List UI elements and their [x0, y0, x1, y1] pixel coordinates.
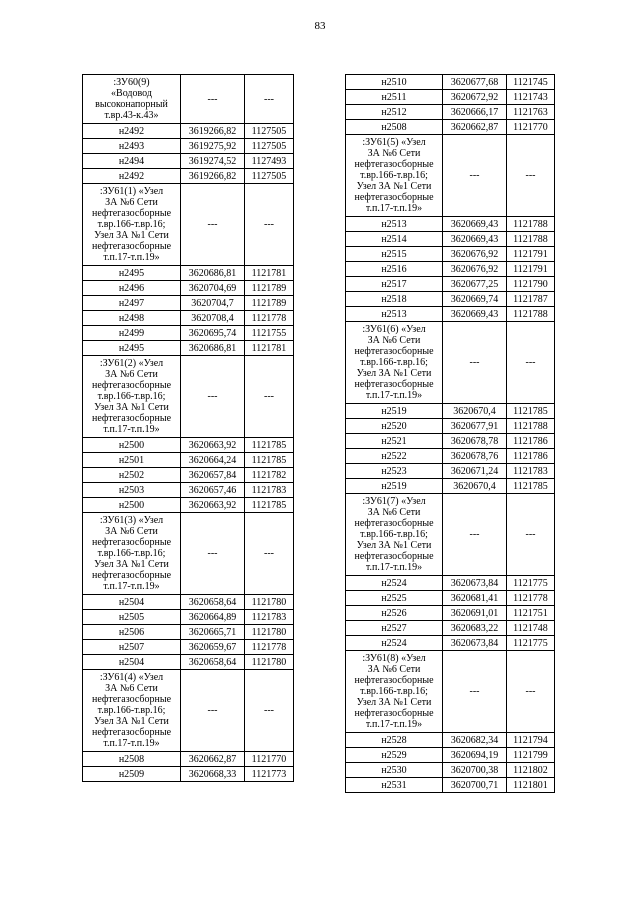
parcel-name-line: Узел ЗА №1 Сети	[356, 181, 432, 192]
y-coordinate-cell: 1121780	[245, 655, 294, 670]
parcel-name-line: Узел ЗА №1 Сети	[94, 716, 169, 727]
x-coordinate-cell: 3620686,81	[181, 341, 245, 356]
y-coordinate-cell: 1121780	[245, 595, 294, 610]
x-coordinate-cell: ---	[181, 75, 245, 124]
parcel-header-row	[346, 494, 555, 576]
table-row	[83, 468, 294, 483]
parcel-name-line: т.п.17-т.п.19»	[365, 203, 423, 214]
point-id-cell: н2504	[83, 655, 181, 670]
x-coordinate-cell: 3620663,92	[181, 438, 245, 453]
table-row	[83, 752, 294, 767]
table-row	[346, 75, 555, 90]
table-body	[346, 75, 555, 793]
parcel-name-line: ЗА №6 Сети	[105, 526, 158, 537]
table-row	[346, 217, 555, 232]
parcel-name-line: :ЗУ61(7) «Узел	[362, 496, 426, 507]
y-coordinate-cell: 1127493	[245, 154, 294, 169]
point-id-cell: н2527	[346, 621, 443, 636]
y-coordinate-cell: 1121788	[507, 232, 555, 247]
y-coordinate-cell: 1121775	[507, 636, 555, 651]
parcel-name-cell	[83, 75, 181, 124]
x-coordinate-cell: 3619275,92	[181, 139, 245, 154]
x-coordinate-cell: 3620673,84	[443, 636, 507, 651]
table-row	[83, 326, 294, 341]
point-id-cell: н2526	[346, 606, 443, 621]
point-id-cell: н2499	[83, 326, 181, 341]
parcel-name-cell	[346, 494, 443, 576]
parcel-name-line: Узел ЗА №1 Сети	[356, 540, 432, 551]
y-coordinate-cell: 1121781	[245, 341, 294, 356]
y-coordinate-cell: ---	[245, 184, 294, 266]
point-id-cell: н2525	[346, 591, 443, 606]
y-coordinate-cell: 1121786	[507, 449, 555, 464]
parcel-name-cell	[83, 356, 181, 438]
table-row	[83, 438, 294, 453]
parcel-header-row	[346, 651, 555, 733]
point-id-cell: н2504	[83, 595, 181, 610]
table-row	[346, 606, 555, 621]
table-row	[83, 124, 294, 139]
parcel-name-line: Узел ЗА №1 Сети	[356, 368, 432, 379]
x-coordinate-cell: 3620700,71	[443, 778, 507, 793]
parcel-name-line: ЗА №6 Сети	[105, 369, 158, 380]
x-coordinate-cell: 3620682,34	[443, 733, 507, 748]
y-coordinate-cell: ---	[245, 356, 294, 438]
point-id-cell: н2508	[83, 752, 181, 767]
parcel-name-line: высоконапорный	[95, 99, 168, 110]
x-coordinate-cell: 3620676,92	[443, 247, 507, 262]
y-coordinate-cell: 1121799	[507, 748, 555, 763]
parcel-name-line: нефтегазосборные	[354, 346, 434, 357]
parcel-header-row	[83, 184, 294, 266]
parcel-name-line: нефтегазосборные	[354, 551, 434, 562]
point-id-cell: н2495	[83, 341, 181, 356]
parcel-name-line: нефтегазосборные	[354, 379, 434, 390]
y-coordinate-cell: 1121785	[507, 404, 555, 419]
x-coordinate-cell: 3620694,19	[443, 748, 507, 763]
parcel-name-line: нефтегазосборные	[91, 413, 172, 424]
x-coordinate-cell: 3619266,82	[181, 124, 245, 139]
table-row	[346, 262, 555, 277]
point-id-cell: н2492	[83, 169, 181, 184]
x-coordinate-cell: 3620678,78	[443, 434, 507, 449]
x-coordinate-cell: 3620669,74	[443, 292, 507, 307]
parcel-name-cell	[83, 513, 181, 595]
parcel-name-line: ЗА №6 Сети	[367, 148, 421, 159]
y-coordinate-cell: 1121745	[507, 75, 555, 90]
point-id-cell: н2516	[346, 262, 443, 277]
parcel-name-line: нефтегазосборные	[354, 192, 434, 203]
table-body	[83, 75, 294, 782]
table-row	[83, 341, 294, 356]
parcel-name-line: т.п.17-т.п.19»	[365, 562, 423, 573]
parcel-name-line: нефтегазосборные	[91, 537, 172, 548]
x-coordinate-cell: 3620670,4	[443, 479, 507, 494]
y-coordinate-cell: 1121778	[507, 591, 555, 606]
table-row	[346, 591, 555, 606]
x-coordinate-cell: 3620657,46	[181, 483, 245, 498]
parcel-header-row	[83, 75, 294, 124]
point-id-cell: н2500	[83, 438, 181, 453]
x-coordinate-cell: ---	[181, 184, 245, 266]
point-id-cell: н2497	[83, 296, 181, 311]
table-row	[346, 636, 555, 651]
parcel-name-line: т.вр.166-т.вр.16;	[360, 529, 428, 540]
y-coordinate-cell: 1121770	[507, 120, 555, 135]
x-coordinate-cell: 3620677,68	[443, 75, 507, 90]
x-coordinate-cell: 3620666,17	[443, 105, 507, 120]
parcel-name-line: Узел ЗА №1 Сети	[94, 402, 169, 413]
table-row	[346, 404, 555, 419]
table-row	[346, 449, 555, 464]
table-row	[83, 453, 294, 468]
x-coordinate-cell: ---	[443, 135, 507, 217]
x-coordinate-cell: 3620664,89	[181, 610, 245, 625]
parcel-name-line: т.п.17-т.п.19»	[365, 390, 423, 401]
table-row	[83, 655, 294, 670]
x-coordinate-cell: 3620704,7	[181, 296, 245, 311]
parcel-name-line: ЗА №6 Сети	[105, 197, 158, 208]
point-id-cell: н2509	[83, 767, 181, 782]
table-row	[83, 266, 294, 281]
y-coordinate-cell: 1121783	[245, 483, 294, 498]
parcel-name-line: «Водовод	[111, 88, 152, 99]
x-coordinate-cell: 3620683,22	[443, 621, 507, 636]
parcel-name-line: ЗА №6 Сети	[105, 683, 158, 694]
table-row	[346, 733, 555, 748]
y-coordinate-cell: 1127505	[245, 139, 294, 154]
parcel-name-line: ЗА №6 Сети	[367, 335, 421, 346]
x-coordinate-cell: 3620686,81	[181, 266, 245, 281]
point-id-cell: н2492	[83, 124, 181, 139]
table-row	[83, 296, 294, 311]
table-row	[83, 610, 294, 625]
parcel-name-line: нефтегазосборные	[91, 727, 172, 738]
x-coordinate-cell: 3620659,67	[181, 640, 245, 655]
y-coordinate-cell: ---	[507, 135, 555, 217]
point-id-cell: н2522	[346, 449, 443, 464]
parcel-name-line: т.вр.166-т.вр.16;	[97, 548, 166, 559]
x-coordinate-cell: 3620662,87	[181, 752, 245, 767]
table-row	[346, 479, 555, 494]
coordinates-table-right	[345, 74, 555, 793]
x-coordinate-cell: 3620677,25	[443, 277, 507, 292]
x-coordinate-cell: 3620671,24	[443, 464, 507, 479]
x-coordinate-cell: 3620672,92	[443, 90, 507, 105]
table-row	[346, 576, 555, 591]
y-coordinate-cell: ---	[507, 322, 555, 404]
point-id-cell: н2513	[346, 217, 443, 232]
x-coordinate-cell: 3620691,01	[443, 606, 507, 621]
y-coordinate-cell: 1121778	[245, 311, 294, 326]
parcel-header-row	[83, 513, 294, 595]
parcel-name-cell	[346, 322, 443, 404]
parcel-name-line: ЗА №6 Сети	[367, 664, 421, 675]
y-coordinate-cell: 1121755	[245, 326, 294, 341]
point-id-cell: н2507	[83, 640, 181, 655]
table-row	[346, 247, 555, 262]
x-coordinate-cell: 3620663,92	[181, 498, 245, 513]
parcel-name-line: :ЗУ61(2) «Узел	[99, 358, 164, 369]
page-number: 83	[314, 20, 326, 32]
parcel-name-line: :ЗУ61(1) «Узел	[99, 186, 164, 197]
point-id-cell: н2523	[346, 464, 443, 479]
parcel-name-line: т.вр.166-т.вр.16;	[360, 686, 428, 697]
x-coordinate-cell: ---	[443, 494, 507, 576]
x-coordinate-cell: 3620700,38	[443, 763, 507, 778]
x-coordinate-cell: 3620673,84	[443, 576, 507, 591]
point-id-cell: н2496	[83, 281, 181, 296]
point-id-cell: н2510	[346, 75, 443, 90]
x-coordinate-cell: ---	[181, 356, 245, 438]
parcel-name-line: т.вр.166-т.вр.16;	[97, 219, 166, 230]
x-coordinate-cell: 3620676,92	[443, 262, 507, 277]
table-row	[346, 419, 555, 434]
parcel-name-line: ЗА №6 Сети	[367, 507, 421, 518]
table-row	[83, 498, 294, 513]
y-coordinate-cell: 1121748	[507, 621, 555, 636]
table-row	[346, 434, 555, 449]
parcel-name-line: т.вр.166-т.вр.16;	[97, 391, 166, 402]
table-row	[346, 778, 555, 793]
parcel-name-line: нефтегазосборные	[91, 570, 172, 581]
x-coordinate-cell: 3620677,91	[443, 419, 507, 434]
y-coordinate-cell: 1127505	[245, 169, 294, 184]
parcel-name-line: т.вр.166-т.вр.16;	[360, 357, 428, 368]
table-row	[83, 139, 294, 154]
parcel-header-row	[83, 356, 294, 438]
parcel-header-row	[346, 322, 555, 404]
table-row	[83, 625, 294, 640]
y-coordinate-cell: 1121788	[507, 419, 555, 434]
parcel-name-cell	[83, 184, 181, 266]
point-id-cell: н2505	[83, 610, 181, 625]
y-coordinate-cell: 1121802	[507, 763, 555, 778]
parcel-name-line: нефтегазосборные	[354, 675, 434, 686]
y-coordinate-cell: ---	[245, 75, 294, 124]
parcel-name-line: т.п.17-т.п.19»	[103, 252, 160, 263]
parcel-name-line: :ЗУ61(3) «Узел	[99, 515, 164, 526]
table-row	[346, 277, 555, 292]
parcel-name-line: нефтегазосборные	[91, 380, 172, 391]
parcel-header-row	[346, 135, 555, 217]
y-coordinate-cell: 1121785	[507, 479, 555, 494]
table-row	[346, 90, 555, 105]
table-row	[83, 640, 294, 655]
y-coordinate-cell: 1121785	[245, 498, 294, 513]
y-coordinate-cell: 1121789	[245, 281, 294, 296]
point-id-cell: н2512	[346, 105, 443, 120]
parcel-name-line: т.вр.166-т.вр.16;	[97, 705, 166, 716]
y-coordinate-cell: 1121783	[507, 464, 555, 479]
x-coordinate-cell: 3619274,52	[181, 154, 245, 169]
parcel-name-cell	[346, 135, 443, 217]
table-row	[346, 232, 555, 247]
y-coordinate-cell: 1121783	[245, 610, 294, 625]
parcel-name-line: нефтегазосборные	[354, 518, 434, 529]
y-coordinate-cell: 1121763	[507, 105, 555, 120]
point-id-cell: н2501	[83, 453, 181, 468]
parcel-name-line: т.вр.166-т.вр.16;	[360, 170, 428, 181]
table-row	[83, 767, 294, 782]
y-coordinate-cell: 1121780	[245, 625, 294, 640]
x-coordinate-cell: 3620678,76	[443, 449, 507, 464]
y-coordinate-cell: ---	[245, 670, 294, 752]
parcel-name-line: нефтегазосборные	[354, 708, 434, 719]
point-id-cell: н2511	[346, 90, 443, 105]
parcel-name-line: т.п.17-т.п.19»	[103, 581, 160, 592]
y-coordinate-cell: 1121786	[507, 434, 555, 449]
y-coordinate-cell: ---	[245, 513, 294, 595]
parcel-name-cell	[346, 651, 443, 733]
parcel-name-line: т.п.17-т.п.19»	[103, 738, 160, 749]
parcel-name-line: нефтегазосборные	[91, 694, 172, 705]
y-coordinate-cell: 1121785	[245, 438, 294, 453]
y-coordinate-cell: 1121782	[245, 468, 294, 483]
y-coordinate-cell: 1121791	[507, 247, 555, 262]
parcel-name-line: т.п.17-т.п.19»	[365, 719, 423, 730]
point-id-cell: н2514	[346, 232, 443, 247]
parcel-name-line: :ЗУ61(5) «Узел	[362, 137, 426, 148]
point-id-cell: н2518	[346, 292, 443, 307]
x-coordinate-cell: 3620662,87	[443, 120, 507, 135]
parcel-name-line: :ЗУ61(4) «Узел	[99, 672, 164, 683]
point-id-cell: н2494	[83, 154, 181, 169]
y-coordinate-cell: 1121781	[245, 266, 294, 281]
y-coordinate-cell: ---	[507, 651, 555, 733]
y-coordinate-cell: 1121787	[507, 292, 555, 307]
table-row	[83, 281, 294, 296]
point-id-cell: н2528	[346, 733, 443, 748]
y-coordinate-cell: 1121785	[245, 453, 294, 468]
x-coordinate-cell: 3620708,4	[181, 311, 245, 326]
x-coordinate-cell: 3620704,69	[181, 281, 245, 296]
point-id-cell: н2531	[346, 778, 443, 793]
x-coordinate-cell: 3620669,43	[443, 232, 507, 247]
point-id-cell: н2508	[346, 120, 443, 135]
table-row	[346, 105, 555, 120]
y-coordinate-cell: 1121773	[245, 767, 294, 782]
y-coordinate-cell: ---	[507, 494, 555, 576]
table-row	[346, 763, 555, 778]
x-coordinate-cell: 3620695,74	[181, 326, 245, 341]
x-coordinate-cell: 3620669,43	[443, 217, 507, 232]
parcel-name-cell	[83, 670, 181, 752]
parcel-name-line: :ЗУ60(9)	[113, 77, 150, 88]
point-id-cell: н2503	[83, 483, 181, 498]
table-row	[83, 154, 294, 169]
x-coordinate-cell: 3620658,64	[181, 655, 245, 670]
y-coordinate-cell: 1121788	[507, 307, 555, 322]
table-row	[346, 292, 555, 307]
parcel-header-row	[83, 670, 294, 752]
point-id-cell: н2513	[346, 307, 443, 322]
parcel-name-line: :ЗУ61(8) «Узел	[362, 653, 426, 664]
parcel-name-line: т.вр.43-к.43»	[104, 110, 159, 121]
parcel-name-line: Узел ЗА №1 Сети	[356, 697, 432, 708]
parcel-name-line: нефтегазосборные	[354, 159, 434, 170]
x-coordinate-cell: 3620658,64	[181, 595, 245, 610]
point-id-cell: н2502	[83, 468, 181, 483]
point-id-cell: н2515	[346, 247, 443, 262]
parcel-name-line: :ЗУ61(6) «Узел	[362, 324, 426, 335]
x-coordinate-cell: ---	[181, 513, 245, 595]
y-coordinate-cell: 1121743	[507, 90, 555, 105]
x-coordinate-cell: 3620657,84	[181, 468, 245, 483]
parcel-name-line: т.п.17-т.п.19»	[103, 424, 160, 435]
coordinates-table-left	[82, 74, 294, 782]
table-row	[346, 748, 555, 763]
y-coordinate-cell: 1121801	[507, 778, 555, 793]
x-coordinate-cell: 3619266,82	[181, 169, 245, 184]
x-coordinate-cell: 3620665,71	[181, 625, 245, 640]
point-id-cell: н2529	[346, 748, 443, 763]
y-coordinate-cell: 1121770	[245, 752, 294, 767]
table-row	[346, 120, 555, 135]
x-coordinate-cell: 3620669,43	[443, 307, 507, 322]
point-id-cell: н2517	[346, 277, 443, 292]
y-coordinate-cell: 1121788	[507, 217, 555, 232]
point-id-cell: н2530	[346, 763, 443, 778]
table-row	[83, 311, 294, 326]
point-id-cell: н2500	[83, 498, 181, 513]
x-coordinate-cell: ---	[443, 322, 507, 404]
parcel-name-line: нефтегазосборные	[91, 241, 172, 252]
y-coordinate-cell: 1121778	[245, 640, 294, 655]
x-coordinate-cell: ---	[443, 651, 507, 733]
point-id-cell: н2498	[83, 311, 181, 326]
y-coordinate-cell: 1121794	[507, 733, 555, 748]
point-id-cell: н2520	[346, 419, 443, 434]
y-coordinate-cell: 1121789	[245, 296, 294, 311]
x-coordinate-cell: ---	[181, 670, 245, 752]
x-coordinate-cell: 3620668,33	[181, 767, 245, 782]
table-row	[83, 483, 294, 498]
point-id-cell: н2524	[346, 636, 443, 651]
parcel-name-line: Узел ЗА №1 Сети	[94, 559, 169, 570]
point-id-cell: н2521	[346, 434, 443, 449]
table-row	[83, 169, 294, 184]
x-coordinate-cell: 3620664,24	[181, 453, 245, 468]
point-id-cell: н2524	[346, 576, 443, 591]
y-coordinate-cell: 1127505	[245, 124, 294, 139]
table-row	[346, 307, 555, 322]
x-coordinate-cell: 3620681,41	[443, 591, 507, 606]
table-row	[83, 595, 294, 610]
y-coordinate-cell: 1121790	[507, 277, 555, 292]
y-coordinate-cell: 1121775	[507, 576, 555, 591]
parcel-name-line: Узел ЗА №1 Сети	[94, 230, 169, 241]
point-id-cell: н2493	[83, 139, 181, 154]
parcel-name-line: нефтегазосборные	[91, 208, 172, 219]
point-id-cell: н2519	[346, 404, 443, 419]
y-coordinate-cell: 1121791	[507, 262, 555, 277]
point-id-cell: н2506	[83, 625, 181, 640]
point-id-cell: н2495	[83, 266, 181, 281]
y-coordinate-cell: 1121751	[507, 606, 555, 621]
table-row	[346, 464, 555, 479]
table-row	[346, 621, 555, 636]
x-coordinate-cell: 3620670,4	[443, 404, 507, 419]
point-id-cell: н2519	[346, 479, 443, 494]
